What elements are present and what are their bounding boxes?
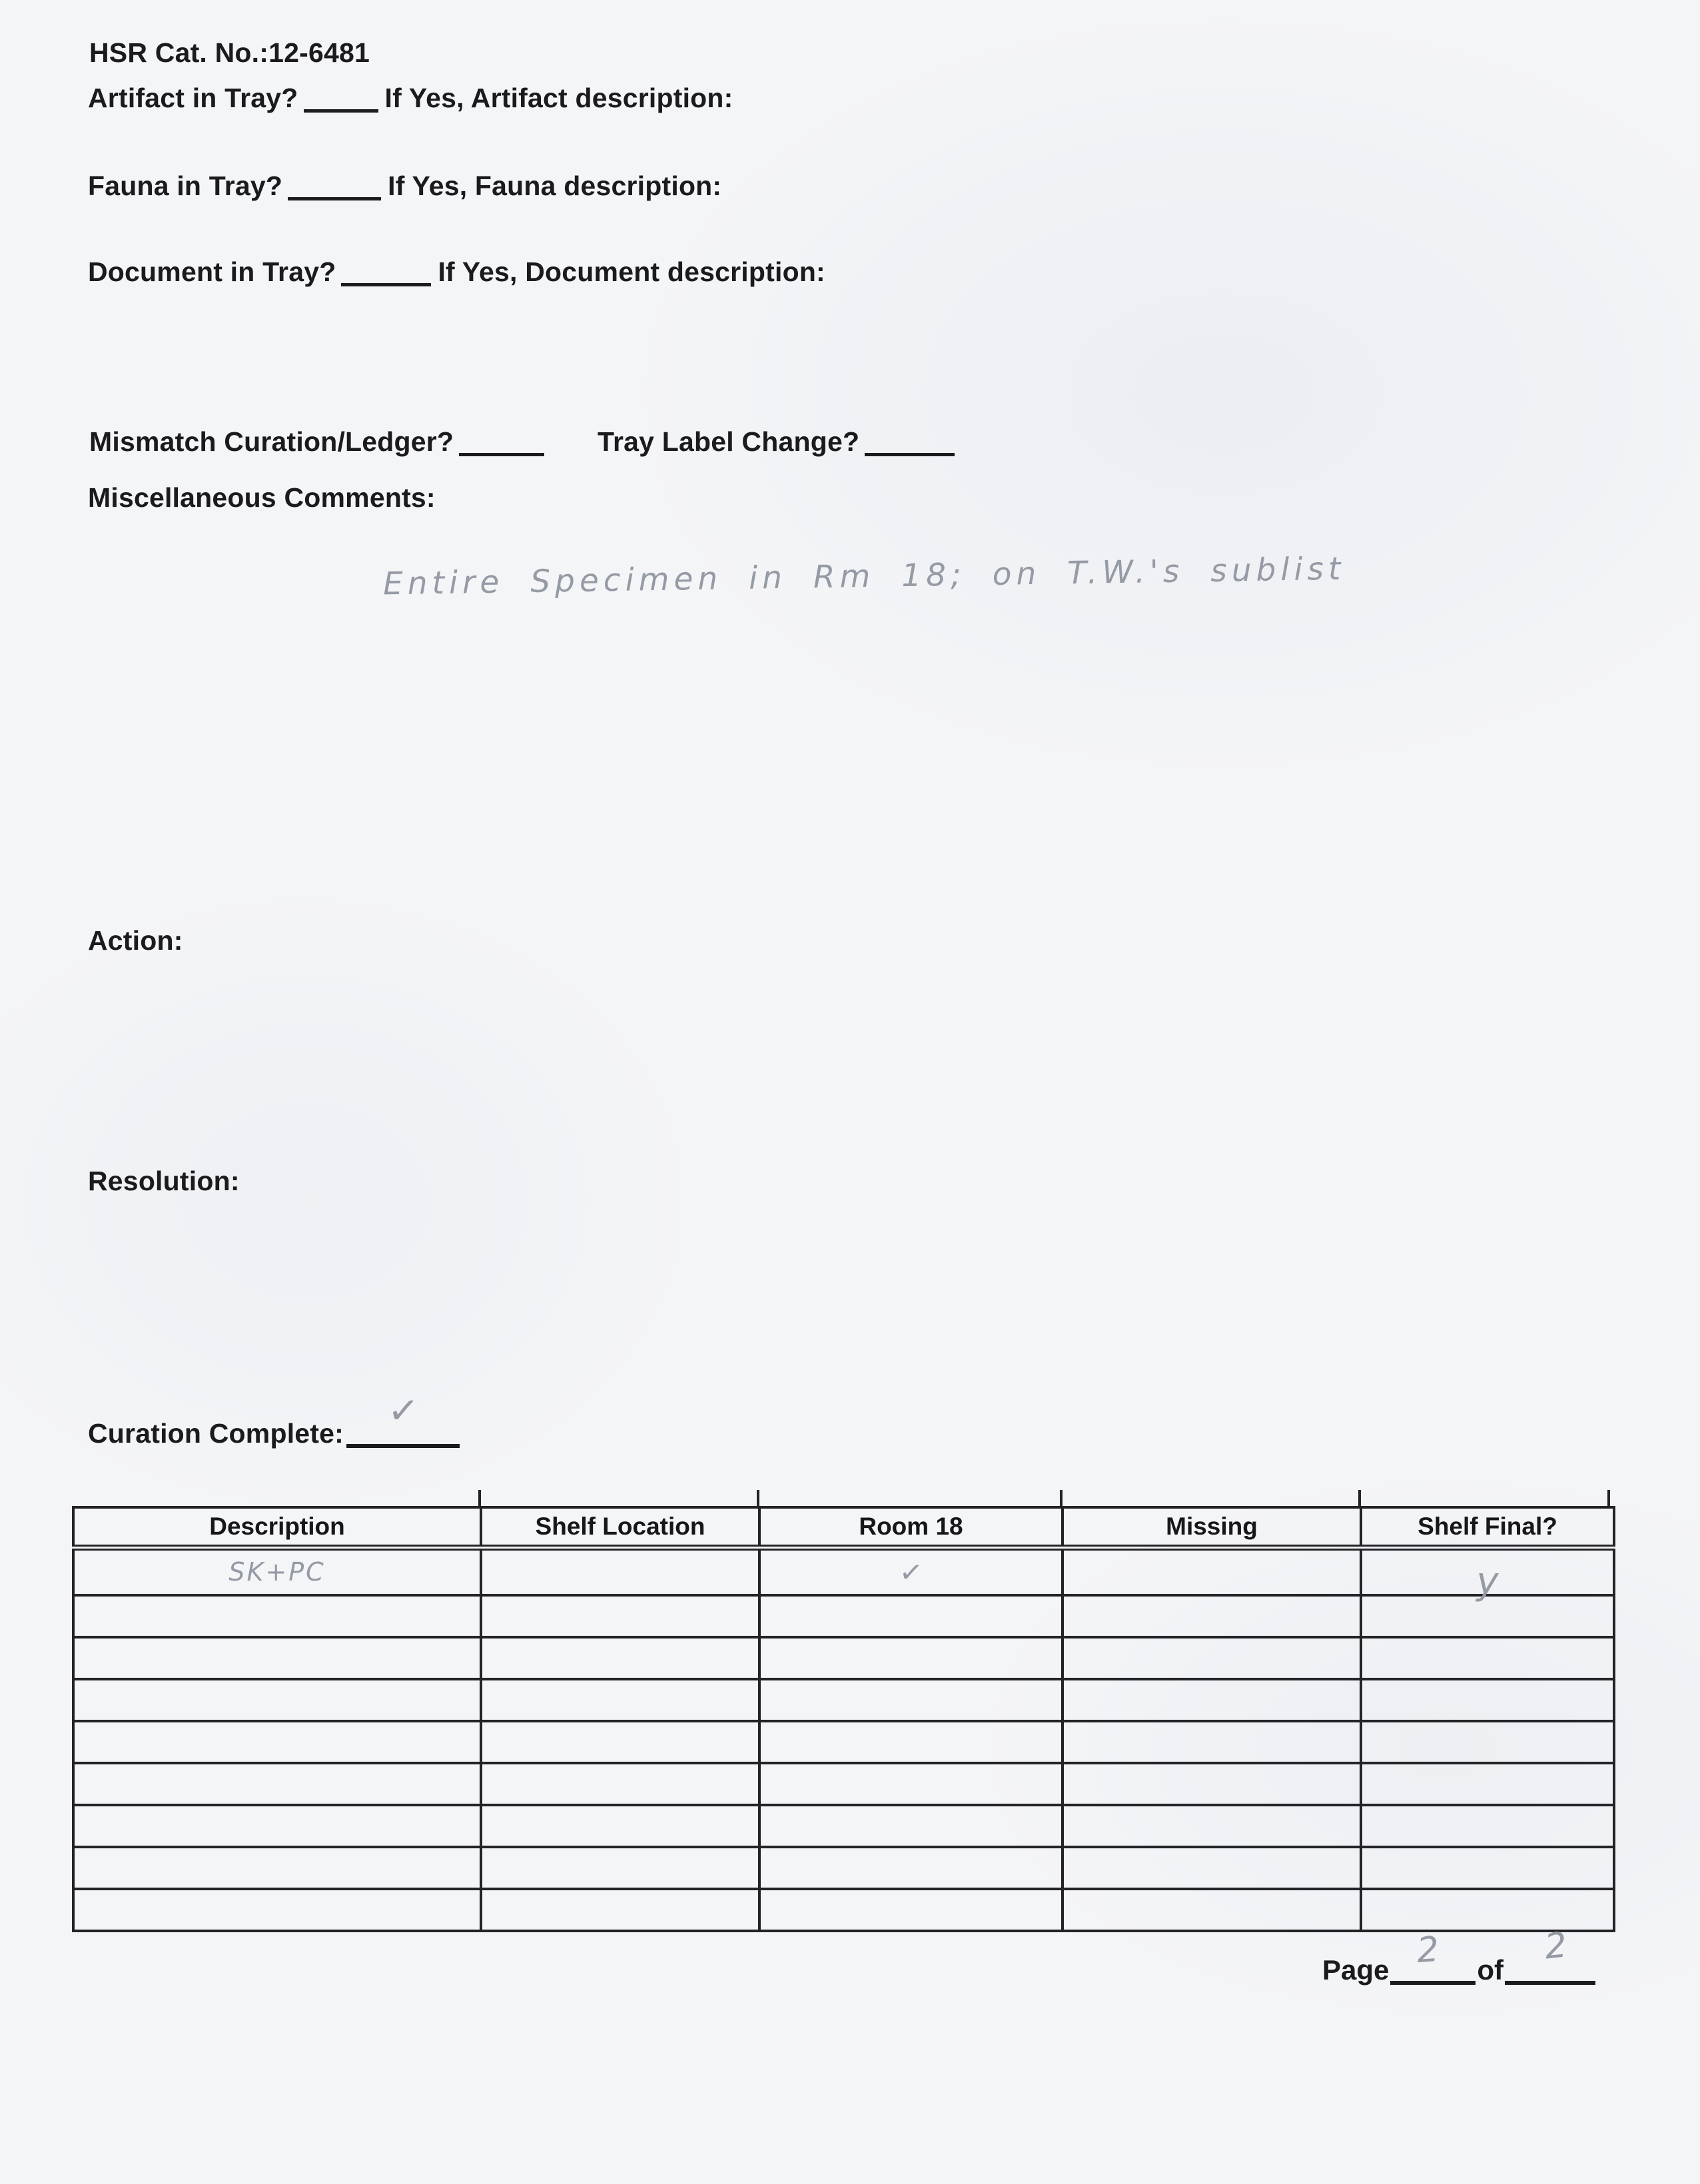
table-row [73, 1595, 1614, 1637]
table-cell [759, 1763, 1062, 1805]
inventory-header-row [73, 1507, 1614, 1548]
column-header-shelf-final: Shelf Final? [1361, 1507, 1614, 1548]
shelf-final-mark: y [1476, 1560, 1499, 1603]
page-number-handwritten: 2 [1415, 1929, 1441, 1972]
document-question-label: Document in Tray? [88, 256, 336, 287]
document-if-yes-label: If Yes, Document description: [438, 256, 825, 287]
of-label: of [1477, 1954, 1504, 1986]
table-cell [759, 1679, 1062, 1721]
scan-artifact-tick [757, 1490, 759, 1507]
row1-shelf-location-cell [481, 1548, 759, 1596]
table-cell [1361, 1889, 1614, 1931]
table-cell [73, 1847, 481, 1889]
mismatch-question-label: Mismatch Curation/Ledger? [89, 426, 454, 457]
inventory-table [72, 1506, 1615, 1932]
table-cell [73, 1763, 481, 1805]
curation-complete-label: Curation Complete: [88, 1418, 344, 1449]
table-cell [481, 1637, 759, 1679]
fauna-if-yes-label: If Yes, Fauna description: [388, 171, 722, 201]
table-cell [481, 1763, 759, 1805]
fauna-question-label: Fauna in Tray? [88, 171, 283, 201]
tray-label-change-label: Tray Label Change? [598, 426, 860, 457]
table-cell [759, 1889, 1062, 1931]
table-row [73, 1805, 1614, 1847]
table-cell [759, 1595, 1062, 1637]
table-cell [1062, 1637, 1361, 1679]
fauna-answer-blank [288, 177, 381, 200]
table-cell [1062, 1847, 1361, 1889]
artifact-question-line [88, 83, 733, 114]
mismatch-answer-blank [459, 433, 544, 456]
table-cell [481, 1889, 759, 1931]
resolution-line [88, 1166, 240, 1197]
table-cell [73, 1595, 481, 1637]
table-cell [481, 1679, 759, 1721]
table-cell [1361, 1847, 1614, 1889]
column-header-description: Description [73, 1507, 481, 1548]
table-row [73, 1637, 1614, 1679]
table-cell [73, 1637, 481, 1679]
table-row [73, 1763, 1614, 1805]
room18-checkmark: ✓ [897, 1555, 925, 1590]
column-header-shelf-location: Shelf Location [481, 1507, 759, 1548]
action-line [88, 925, 183, 956]
row1-description-cell [73, 1548, 481, 1596]
table-cell [73, 1805, 481, 1847]
table-cell [1062, 1805, 1361, 1847]
table-cell [1361, 1763, 1614, 1805]
table-row [73, 1548, 1614, 1596]
handwritten-comment: Entire Specimen in Rm 18; on T.W.'s sublist [382, 550, 1346, 603]
table-row [73, 1679, 1614, 1721]
column-header-missing: Missing [1062, 1507, 1361, 1548]
page-footer [1322, 1925, 1595, 1986]
total-pages-handwritten: 2 [1542, 1925, 1569, 1968]
mismatch-question-line [89, 426, 551, 458]
row1-room18-cell [759, 1548, 1062, 1596]
table-cell [1062, 1595, 1361, 1637]
page-label: Page [1322, 1954, 1390, 1986]
table-cell [73, 1721, 481, 1763]
artifact-answer-blank [304, 89, 378, 113]
scan-artifact-tick [478, 1490, 481, 1507]
scan-artifact-tick [1607, 1490, 1610, 1507]
document-question-line [88, 256, 825, 288]
table-cell [759, 1805, 1062, 1847]
curation-complete-checkmark: ✓ [386, 1388, 421, 1434]
table-cell [1361, 1637, 1614, 1679]
misc-comments-label: Miscellaneous Comments: [88, 482, 436, 513]
table-row [73, 1889, 1614, 1931]
table-cell [73, 1679, 481, 1721]
description-handwritten-value: SK+PC [228, 1557, 326, 1587]
table-cell [481, 1805, 759, 1847]
table-row [73, 1847, 1614, 1889]
table-cell [1361, 1805, 1614, 1847]
table-cell [1062, 1763, 1361, 1805]
misc-comments-line [88, 482, 436, 514]
curation-complete-blank [346, 1388, 460, 1448]
table-cell [481, 1847, 759, 1889]
artifact-question-label: Artifact in Tray? [88, 83, 298, 113]
table-cell [481, 1721, 759, 1763]
table-cell [481, 1595, 759, 1637]
cat-no-value: 12-6481 [268, 37, 370, 68]
document-answer-blank [341, 263, 431, 286]
scan-artifact-tick [1060, 1490, 1062, 1507]
action-label: Action: [88, 925, 183, 956]
cat-no-label: HSR Cat. No.: [89, 37, 269, 68]
table-cell [1361, 1721, 1614, 1763]
row1-shelf-final-cell [1361, 1548, 1614, 1603]
row1-missing-cell [1062, 1548, 1361, 1596]
table-cell [1062, 1679, 1361, 1721]
fauna-question-line [88, 171, 721, 202]
scan-artifact-tick [1358, 1490, 1361, 1507]
tray-label-change-line [598, 426, 961, 458]
table-cell [759, 1721, 1062, 1763]
artifact-if-yes-label: If Yes, Artifact description: [384, 83, 733, 113]
table-cell [1062, 1889, 1361, 1931]
resolution-label: Resolution: [88, 1166, 240, 1196]
cat-no-line [89, 37, 370, 69]
tray-label-change-blank [865, 433, 955, 456]
column-header-room-18: Room 18 [759, 1507, 1062, 1548]
curation-complete-line [88, 1388, 460, 1449]
table-cell [1062, 1721, 1361, 1763]
table-cell [73, 1889, 481, 1931]
table-row [73, 1721, 1614, 1763]
table-cell [1361, 1679, 1614, 1721]
table-cell [759, 1847, 1062, 1889]
table-cell [759, 1637, 1062, 1679]
